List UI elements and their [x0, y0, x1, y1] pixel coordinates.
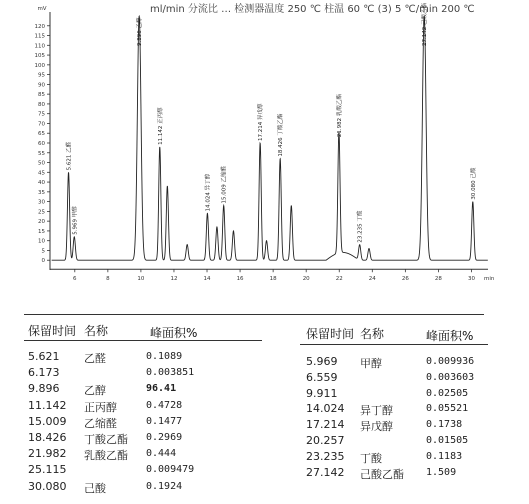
y-tick-label: 105 [34, 53, 45, 60]
right-cell-rt: 6.559 [306, 370, 338, 384]
y-tick-label: 60 [38, 141, 45, 147]
y-tick-label: 95 [38, 72, 45, 79]
x-tick-label: 10 [137, 276, 145, 283]
y-tick-label: 5 [41, 248, 45, 255]
right-cell-rt: 23.235 [306, 449, 345, 463]
right-cell-name: 己酸乙酯 [360, 467, 404, 481]
x-tick-label: 30 [467, 276, 475, 283]
peak-label: 9.896 乙醇 [137, 17, 144, 46]
left-cell-rt: 25.115 [28, 463, 67, 477]
left-cell-area: 0.009479 [146, 464, 195, 476]
y-tick-label: 85 [38, 92, 45, 99]
y-axis-unit: mV [37, 6, 47, 12]
x-tick-label: 16 [236, 276, 244, 283]
right-cell-name: 甲醇 [360, 357, 382, 370]
right-cell-rt: 27.142 [306, 465, 345, 479]
left-cell-area: 0.4728 [146, 399, 183, 411]
right-cell-name: 丁酸 [360, 451, 382, 465]
x-tick-label: 6 [73, 276, 77, 283]
left-cell-rt: 15.009 [28, 414, 67, 428]
right-cell-area: 0.1738 [426, 419, 463, 431]
left-cell-rt: 30.080 [28, 479, 67, 493]
peak-label: 14.024 异丁醇 [205, 173, 212, 212]
right-cell-area: 0.009936 [426, 356, 475, 367]
x-tick-label: 24 [368, 276, 376, 283]
x-tick-label: 28 [434, 276, 442, 283]
y-tick-label: 100 [34, 62, 45, 69]
y-tick-label: 25 [38, 209, 45, 216]
x-tick-label: 14 [203, 276, 211, 283]
right-cell-rt: 14.024 [306, 402, 345, 416]
x-tick-label: 20 [302, 276, 310, 283]
y-tick-label: 45 [38, 170, 45, 177]
y-tick-label: 75 [38, 111, 45, 118]
y-tick-label: 65 [38, 131, 45, 138]
peak-label: 18.426 丁酸乙酯 [278, 113, 285, 157]
x-tick-label: 18 [269, 276, 277, 283]
right-cell-rt: 9.911 [306, 386, 338, 400]
peak-label: 15.009 乙缩醛 [221, 166, 228, 204]
y-tick-label: 40 [38, 180, 45, 187]
right-cell-area: 0.05521 [426, 403, 469, 415]
y-tick-label: 115 [34, 33, 45, 40]
x-tick-label: 22 [335, 276, 343, 283]
y-tick-label: 35 [38, 189, 45, 196]
peak-label: 17.214 异戊醇 [258, 103, 265, 141]
y-tick-label: 50 [38, 160, 45, 167]
left-cell-rt: 18.426 [28, 431, 67, 444]
right-header-rule [300, 344, 488, 345]
left-cell-rt: 9.896 [28, 382, 60, 396]
left-cell-name: 正丙醇 [84, 400, 117, 414]
y-tick-label: 90 [38, 82, 45, 89]
left-cell-area: 0.444 [146, 448, 177, 460]
x-axis-unit: min [484, 276, 495, 283]
right-cell-name: 异丁醇 [360, 404, 393, 418]
right-cell-area: 0.02505 [426, 387, 469, 399]
peak-label: 27.142 己酸乙酯 [422, 3, 429, 46]
right-cell-area: 1.509 [426, 466, 457, 478]
peak-label: 30.080 己酸 [470, 167, 477, 200]
y-tick-label: 0 [41, 258, 45, 265]
left-header-rt: 保留时间 [28, 324, 77, 338]
y-tick-label: 80 [38, 101, 45, 108]
right-cell-rt: 5.969 [306, 355, 338, 368]
table-top-rule [24, 314, 484, 315]
y-tick-label: 70 [38, 121, 45, 128]
left-cell-area: 0.003851 [146, 367, 195, 379]
y-tick-label: 110 [34, 43, 45, 50]
left-header-area: 峰面积% [150, 326, 198, 340]
left-cell-rt: 5.621 [28, 350, 60, 363]
right-header-area: 峰面积% [426, 329, 474, 343]
peak-label: 11.142 正丙醇 [157, 107, 164, 145]
right-header-name: 名称 [360, 327, 385, 341]
chromatograph-conditions: ml/min 分流比 … 检测器温度 250 ℃ 柱温 60 ℃ (3) 5 ℃/min 200 ℃ [150, 4, 475, 15]
x-tick-label: 26 [401, 276, 409, 283]
left-cell-rt: 21.982 [28, 447, 67, 461]
left-cell-name: 乙醛 [84, 352, 106, 365]
right-header-rt: 保留时间 [306, 327, 355, 341]
left-header-name: 名称 [84, 324, 109, 338]
x-tick-label: 12 [170, 276, 178, 283]
left-cell-name: 乳酸乙酯 [84, 449, 128, 463]
right-cell-rt: 20.257 [306, 434, 345, 447]
left-cell-name: 乙缩醛 [84, 416, 117, 430]
y-tick-label: 20 [38, 219, 45, 226]
y-tick-label: 55 [38, 150, 45, 157]
left-header-rule [24, 340, 262, 341]
x-tick-label: 8 [106, 276, 110, 283]
peak-label: 5.621 乙醛 [66, 141, 73, 171]
chromatogram-trace [52, 16, 488, 260]
y-tick-label: 15 [38, 228, 45, 235]
left-cell-area: 0.1089 [146, 351, 183, 362]
left-cell-name: 丁酸乙酯 [84, 433, 128, 446]
peak-label: 5.969 甲醇 [72, 206, 79, 235]
y-tick-label: 10 [38, 238, 45, 245]
right-cell-rt: 17.214 [306, 418, 345, 432]
left-cell-area: 0.1477 [146, 415, 183, 427]
peak-label: 21.982 乳酸乙酯 [336, 94, 343, 138]
y-tick-label: 120 [34, 23, 45, 30]
left-cell-area: 96.41 [146, 383, 177, 395]
right-cell-area: 0.01505 [426, 435, 469, 446]
right-cell-name: 异戊醇 [360, 420, 393, 434]
y-tick-label: 30 [38, 199, 45, 206]
left-cell-area: 0.1924 [146, 480, 183, 492]
right-cell-area: 0.1183 [426, 450, 463, 462]
left-cell-name: 乙醇 [84, 384, 106, 398]
left-cell-area: 0.2969 [146, 432, 183, 443]
left-cell-name: 己酸 [84, 481, 106, 495]
peak-label: 23.235 丁酸 [357, 210, 364, 243]
left-cell-rt: 6.173 [28, 366, 60, 380]
right-cell-area: 0.003603 [426, 371, 475, 383]
left-cell-rt: 11.142 [28, 398, 67, 412]
